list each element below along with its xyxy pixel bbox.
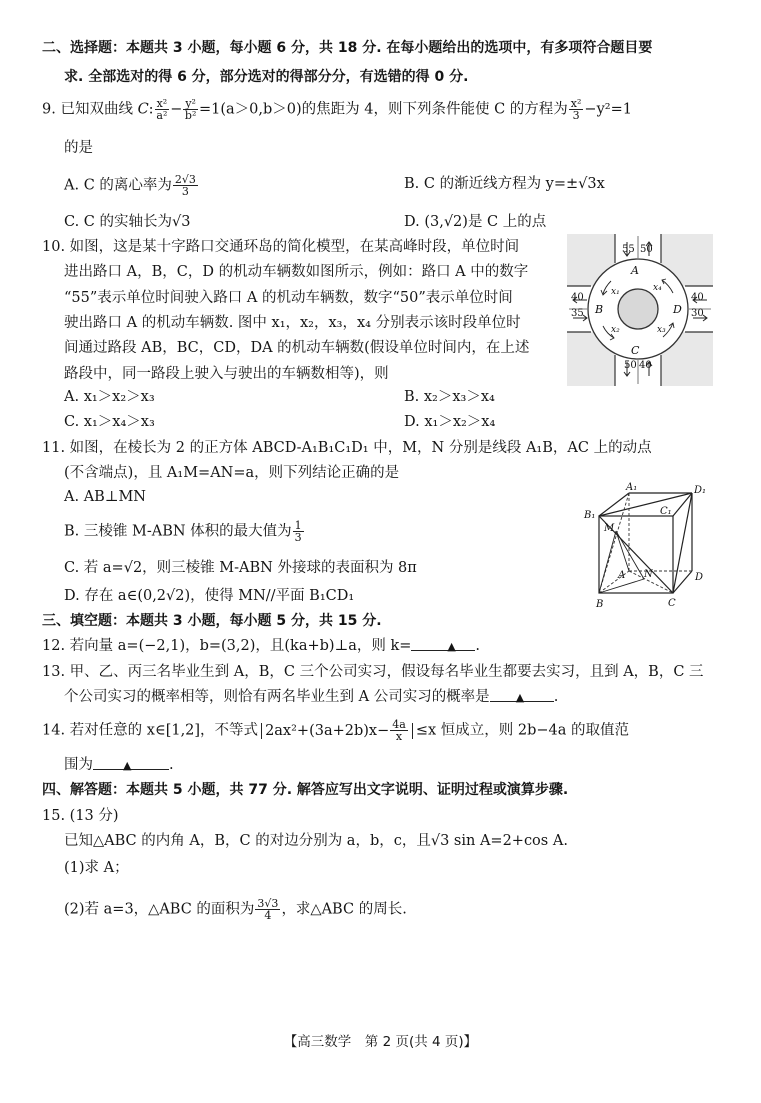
section2-heading-line1: 二、选择题：本题共 3 小题，每小题 6 分，共 18 分. 在每小题给出的选项中，有多项符合题目要	[42, 40, 653, 56]
q14-line2: 围为 ▲ .	[64, 757, 174, 773]
q10-line2: 进出路口 A，B，C，D 的机动车辆数如图所示，例如：路口 A 中的数字	[64, 264, 529, 280]
q15-stem: 已知△ABC 的内角 A，B，C 的对边分别为 a，b，c，且√3 sin A=2+cos A.	[64, 833, 568, 849]
cube-label-d1: D₁	[694, 485, 707, 496]
q9-option-d: D. (3,√2)是 C 上的点	[404, 214, 547, 230]
q10-option-a: A. x₁＞x₂＞x₃	[64, 389, 155, 405]
q10-line4: 驶出路口 A 的机动车辆数. 图中 x₁，x₂，x₃，x₄ 分别表示该时段单位时	[64, 315, 521, 331]
q11-line2: (不含端点)，且 A₁M=AN=a，则下列结论正确的是	[64, 465, 400, 481]
q11-option-a: A. AB⊥MN	[64, 489, 146, 505]
q13-line2: 个公司实习的概率相等，则恰有两名毕业生到 A 公司实习的概率是 ▲ .	[64, 689, 559, 705]
q15-title: 15. (13 分)	[42, 808, 119, 824]
cube-label-b1: B₁	[584, 510, 596, 521]
fig-right-in: 30	[691, 308, 704, 319]
q15-part2: (2)若 a=3，△ABC 的面积为 $\frac{3√3}{4}$ ，求△ABC 的周长.	[64, 897, 407, 922]
q11-option-c: C. 若 a=√2，则三棱锥 M-ABN 外接球的表面积为 8π	[64, 560, 417, 576]
fig-x3: x₃	[657, 325, 666, 335]
fig-label-c: C	[631, 344, 640, 357]
cube-label-n: N	[644, 569, 653, 580]
cube-label-d: D	[695, 572, 704, 583]
q10-option-b: B. x₂＞x₃＞x₄	[404, 389, 495, 405]
cube-label-a1: A₁	[626, 482, 638, 493]
fig-x2: x₂	[611, 325, 620, 335]
cube-label-m: M	[604, 523, 615, 534]
q9-option-c: C. C 的实轴长为√3	[64, 214, 191, 230]
q15-part1: (1)求 A；	[64, 860, 129, 876]
fig-label-b: B	[595, 303, 604, 316]
cube-label-b: B	[596, 599, 604, 610]
fig-top-out: 50	[640, 244, 653, 255]
q10-line5: 间通过路段 AB，BC，CD，DA 的机动车辆数(假设单位时间内，在上述	[64, 340, 530, 356]
q9-frac-x: $\frac{\text{x²}}{\text{a²}}$	[156, 97, 168, 122]
section2-heading-line2: 求. 全部选对的得 6 分，部分选对的得部分分，有选错的得 0 分.	[64, 69, 469, 85]
q11-option-b: B. 三棱锥 M-ABN 体积的最大值为 $\frac{1}{3}$	[64, 519, 302, 544]
fig-top-in: 55	[622, 244, 635, 255]
cube-label-c: C	[668, 598, 676, 609]
q9-frac-y: $\frac{\text{y²}}{\text{b²}}$	[184, 97, 197, 122]
q9-line2: 的是	[64, 140, 93, 156]
q10-line3: “55”表示单位时间驶入路口 A 的机动车辆数，数字“50”表示单位时间	[64, 290, 513, 306]
q10-line6: 路段中，同一路段上驶入与驶出的车辆数相等)，则	[64, 366, 389, 382]
page-footer: 【高三数学 第 2 页(共 4 页)】	[283, 1034, 478, 1050]
q14-answer-blank[interactable]: ▲	[93, 755, 169, 770]
q13-line1: 13. 甲、乙、丙三名毕业生到 A，B，C 三个公司实习，假设每名毕业生都要去实习，且到 A，B，C 三	[42, 664, 704, 680]
fig-right-out: 40	[691, 292, 704, 303]
q10-option-c: C. x₁＞x₄＞x₃	[64, 414, 155, 430]
fig-left-in: 40	[571, 292, 584, 303]
q9-stem: 9. 已知双曲线 C: $\frac{\text{x²}}{\text{a²}}$ − $\frac{\text{y²}}{\text{b²}}$ =1(a＞0,b＞0)的焦距为 4，则下列条件能使 C 的方程为 $\frac{\text{x²}}{3}$ −y²=1	[42, 97, 632, 122]
q9-option-b: B. C 的渐近线方程为 y=±√3x	[404, 176, 605, 192]
cube-figure	[580, 481, 715, 613]
fig-x1: x₁	[611, 287, 620, 297]
cube-label-a: A	[618, 570, 626, 581]
q10-option-d: D. x₁＞x₂＞x₄	[404, 414, 496, 430]
q9-option-a: A. C 的离心率为 $\frac{2√3}{3}$	[64, 173, 196, 198]
section4-heading: 四、解答题：本题共 5 小题，共 77 分. 解答应写出文字说明、证明过程或演算步骤.	[42, 782, 569, 798]
q13-answer-blank[interactable]: ▲	[490, 687, 554, 702]
q12-answer-blank[interactable]: ▲	[411, 636, 475, 651]
section3-heading: 三、填空题：本题共 3 小题，每小题 5 分，共 15 分.	[42, 613, 382, 629]
cube-label-c1: C₁	[660, 506, 672, 517]
q14-line1: 14. 若对任意的 x∈[1,2]，不等式 2ax²+(3a+2b)x− $\frac{4a}{x}$ ≤x 恒成立，则 2b−4a 的取值范	[42, 718, 629, 743]
q9-frac-x3: $\frac{\text{x²}}{3}$	[570, 97, 582, 122]
fig-label-d: D	[673, 303, 682, 316]
q10-line1: 10. 如图，这是某十字路口交通环岛的简化模型，在某高峰时段，单位时间	[42, 239, 520, 255]
q12-text: 12. 若向量 a=(−2,1)，b=(3,2)，且(ka+b)⊥a，则 k= ▲ .	[42, 638, 481, 654]
fig-bottom-out: 50	[624, 360, 637, 371]
fig-x4: x₄	[653, 283, 662, 293]
fig-label-a: A	[631, 264, 639, 277]
fig-bottom-in: 40	[639, 360, 652, 371]
q11-option-d: D. 存在 a∈(0,2√2)，使得 MN//平面 B₁CD₁	[64, 588, 355, 604]
fig-left-out: 35	[571, 308, 584, 319]
roundabout-figure	[567, 234, 713, 386]
q11-line1: 11. 如图，在棱长为 2 的正方体 ABCD-A₁B₁C₁D₁ 中，M，N 分别是线段 A₁B，AC 上的动点	[42, 440, 652, 456]
